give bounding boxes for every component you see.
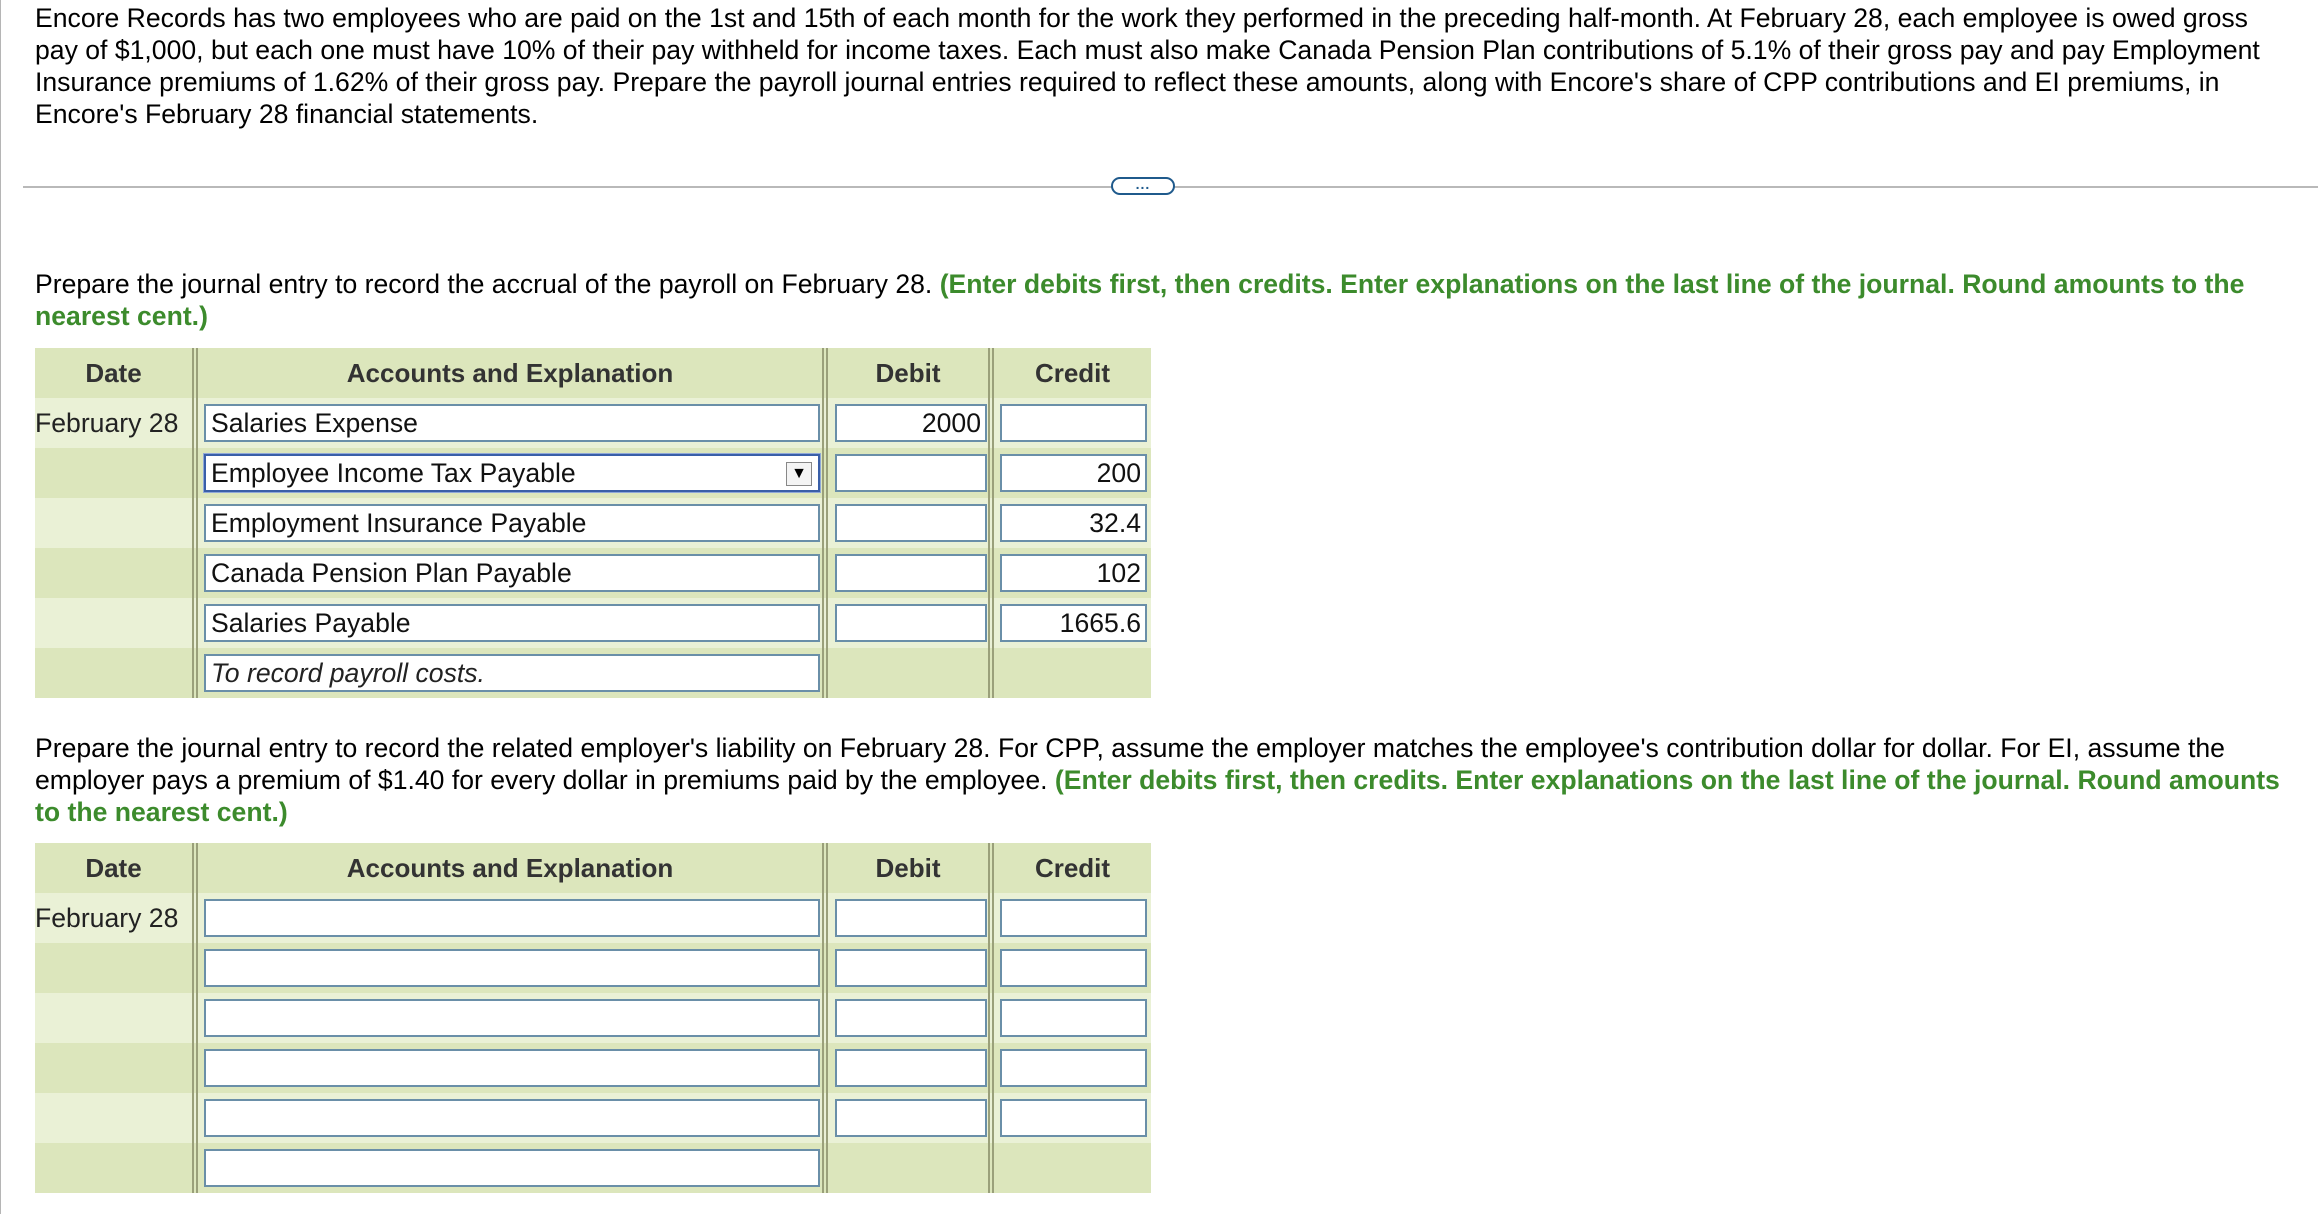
explanation-input[interactable]: [204, 1149, 820, 1187]
journal-row: [35, 893, 1151, 943]
part2-instruction-text: Prepare the journal entry to record the related employer's liability on February 28. For CPP, assume the employer matches the employee's contribution dollar for dollar. For EI, assume the employer pays a premium of $1.40 for every dollar in premiums paid by the employee.: [35, 733, 2225, 795]
journal-row: [35, 498, 1151, 548]
credit-input[interactable]: [1000, 404, 1147, 442]
date-cell: [35, 448, 195, 498]
problem-statement: Encore Records has two employees who are paid on the 1st and 15th of each month for the work they performed in the preceding half-month. At February 28, each employee is owed gross pay of $1,000, but each one must have 10% of their pay withheld for income taxes. Each must also make Canada Pension Plan contributions of 5.1% of their gross pay and pay Employment Insurance premiums of 1.62% of their gross pay. Prepare the payroll journal entries required to reflect these amounts, along with Encore's share of CPP contributions and EI premiums, in Encore's February 28 financial statements.: [35, 3, 2260, 129]
account-input[interactable]: [204, 1049, 820, 1087]
part1-instruction-text: Prepare the journal entry to record the accrual of the payroll on February 28.: [35, 269, 933, 299]
show-more-button[interactable]: ...: [1111, 177, 1175, 195]
credit-input[interactable]: 200: [1000, 454, 1147, 492]
journal-row: [35, 1093, 1151, 1143]
date-cell: [35, 943, 195, 993]
empty-credit-cell: [991, 648, 1151, 698]
date-cell: [35, 498, 195, 548]
debit-input[interactable]: 2000: [835, 404, 987, 442]
account-input[interactable]: [204, 899, 820, 937]
part2-instruction-hint: (Enter debits first, then credits. Enter explanations on the last line of the journal. Round amounts to the nearest cent.): [35, 765, 2280, 827]
part2-instruction: [35, 732, 2285, 828]
journal-header-row: [35, 348, 1151, 398]
date-cell: [35, 1043, 195, 1093]
debit-input[interactable]: [835, 949, 987, 987]
header-credit: Credit: [991, 843, 1151, 893]
journal-table-employer-liability: [35, 843, 1151, 1193]
header-debit: Debit: [825, 843, 991, 893]
header-debit: Debit: [825, 348, 991, 398]
empty-credit-cell: [991, 1143, 1151, 1193]
debit-input[interactable]: [835, 1099, 987, 1137]
header-date: Date: [35, 843, 195, 893]
journal-row: [35, 1043, 1151, 1093]
journal-explanation-row: [35, 648, 1151, 698]
explanation-input[interactable]: To record payroll costs.: [204, 654, 820, 692]
credit-input[interactable]: [1000, 1049, 1147, 1087]
account-input[interactable]: Salaries Expense: [204, 404, 820, 442]
part1-instruction: [35, 268, 2285, 332]
dropdown-arrow-icon[interactable]: ▼: [786, 462, 812, 486]
credit-input[interactable]: 32.4: [1000, 504, 1147, 542]
account-input[interactable]: [204, 999, 820, 1037]
account-dropdown[interactable]: [204, 454, 820, 492]
journal-explanation-row: [35, 1143, 1151, 1193]
header-date: Date: [35, 348, 195, 398]
journal-row: [35, 993, 1151, 1043]
journal-row: [35, 943, 1151, 993]
credit-input[interactable]: 1665.6: [1000, 604, 1147, 642]
debit-input[interactable]: [835, 504, 987, 542]
empty-debit-cell: [825, 648, 991, 698]
debit-input[interactable]: [835, 899, 987, 937]
credit-input[interactable]: [1000, 1099, 1147, 1137]
credit-input[interactable]: 102: [1000, 554, 1147, 592]
account-dropdown-value: Employee Income Tax Payable: [211, 458, 576, 488]
journal-row: [35, 598, 1151, 648]
date-cell: [35, 548, 195, 598]
debit-input[interactable]: [835, 604, 987, 642]
debit-input[interactable]: [835, 554, 987, 592]
credit-input[interactable]: [1000, 999, 1147, 1037]
date-cell: February 28: [35, 398, 195, 448]
date-cell: [35, 648, 195, 698]
date-cell: [35, 1093, 195, 1143]
header-accounts: Accounts and Explanation: [195, 843, 825, 893]
account-input[interactable]: Salaries Payable: [204, 604, 820, 642]
debit-input[interactable]: [835, 454, 987, 492]
journal-header-row: [35, 843, 1151, 893]
debit-input[interactable]: [835, 999, 987, 1037]
journal-row: [35, 548, 1151, 598]
journal-row: [35, 448, 1151, 498]
part1-instruction-hint: (Enter debits first, then credits. Enter explanations on the last line of the journal. Round amounts to the nearest cent.): [35, 269, 2245, 331]
debit-input[interactable]: [835, 1049, 987, 1087]
journal-row: [35, 398, 1151, 448]
account-input[interactable]: Employment Insurance Payable: [204, 504, 820, 542]
date-cell: February 28: [35, 893, 195, 943]
empty-debit-cell: [825, 1143, 991, 1193]
header-credit: Credit: [991, 348, 1151, 398]
date-cell: [35, 598, 195, 648]
account-input[interactable]: Canada Pension Plan Payable: [204, 554, 820, 592]
header-accounts: Accounts and Explanation: [195, 348, 825, 398]
journal-table-accrual: [35, 348, 1151, 698]
date-cell: [35, 1143, 195, 1193]
credit-input[interactable]: [1000, 949, 1147, 987]
account-input[interactable]: [204, 1099, 820, 1137]
account-input[interactable]: [204, 949, 820, 987]
date-cell: [35, 993, 195, 1043]
credit-input[interactable]: [1000, 899, 1147, 937]
